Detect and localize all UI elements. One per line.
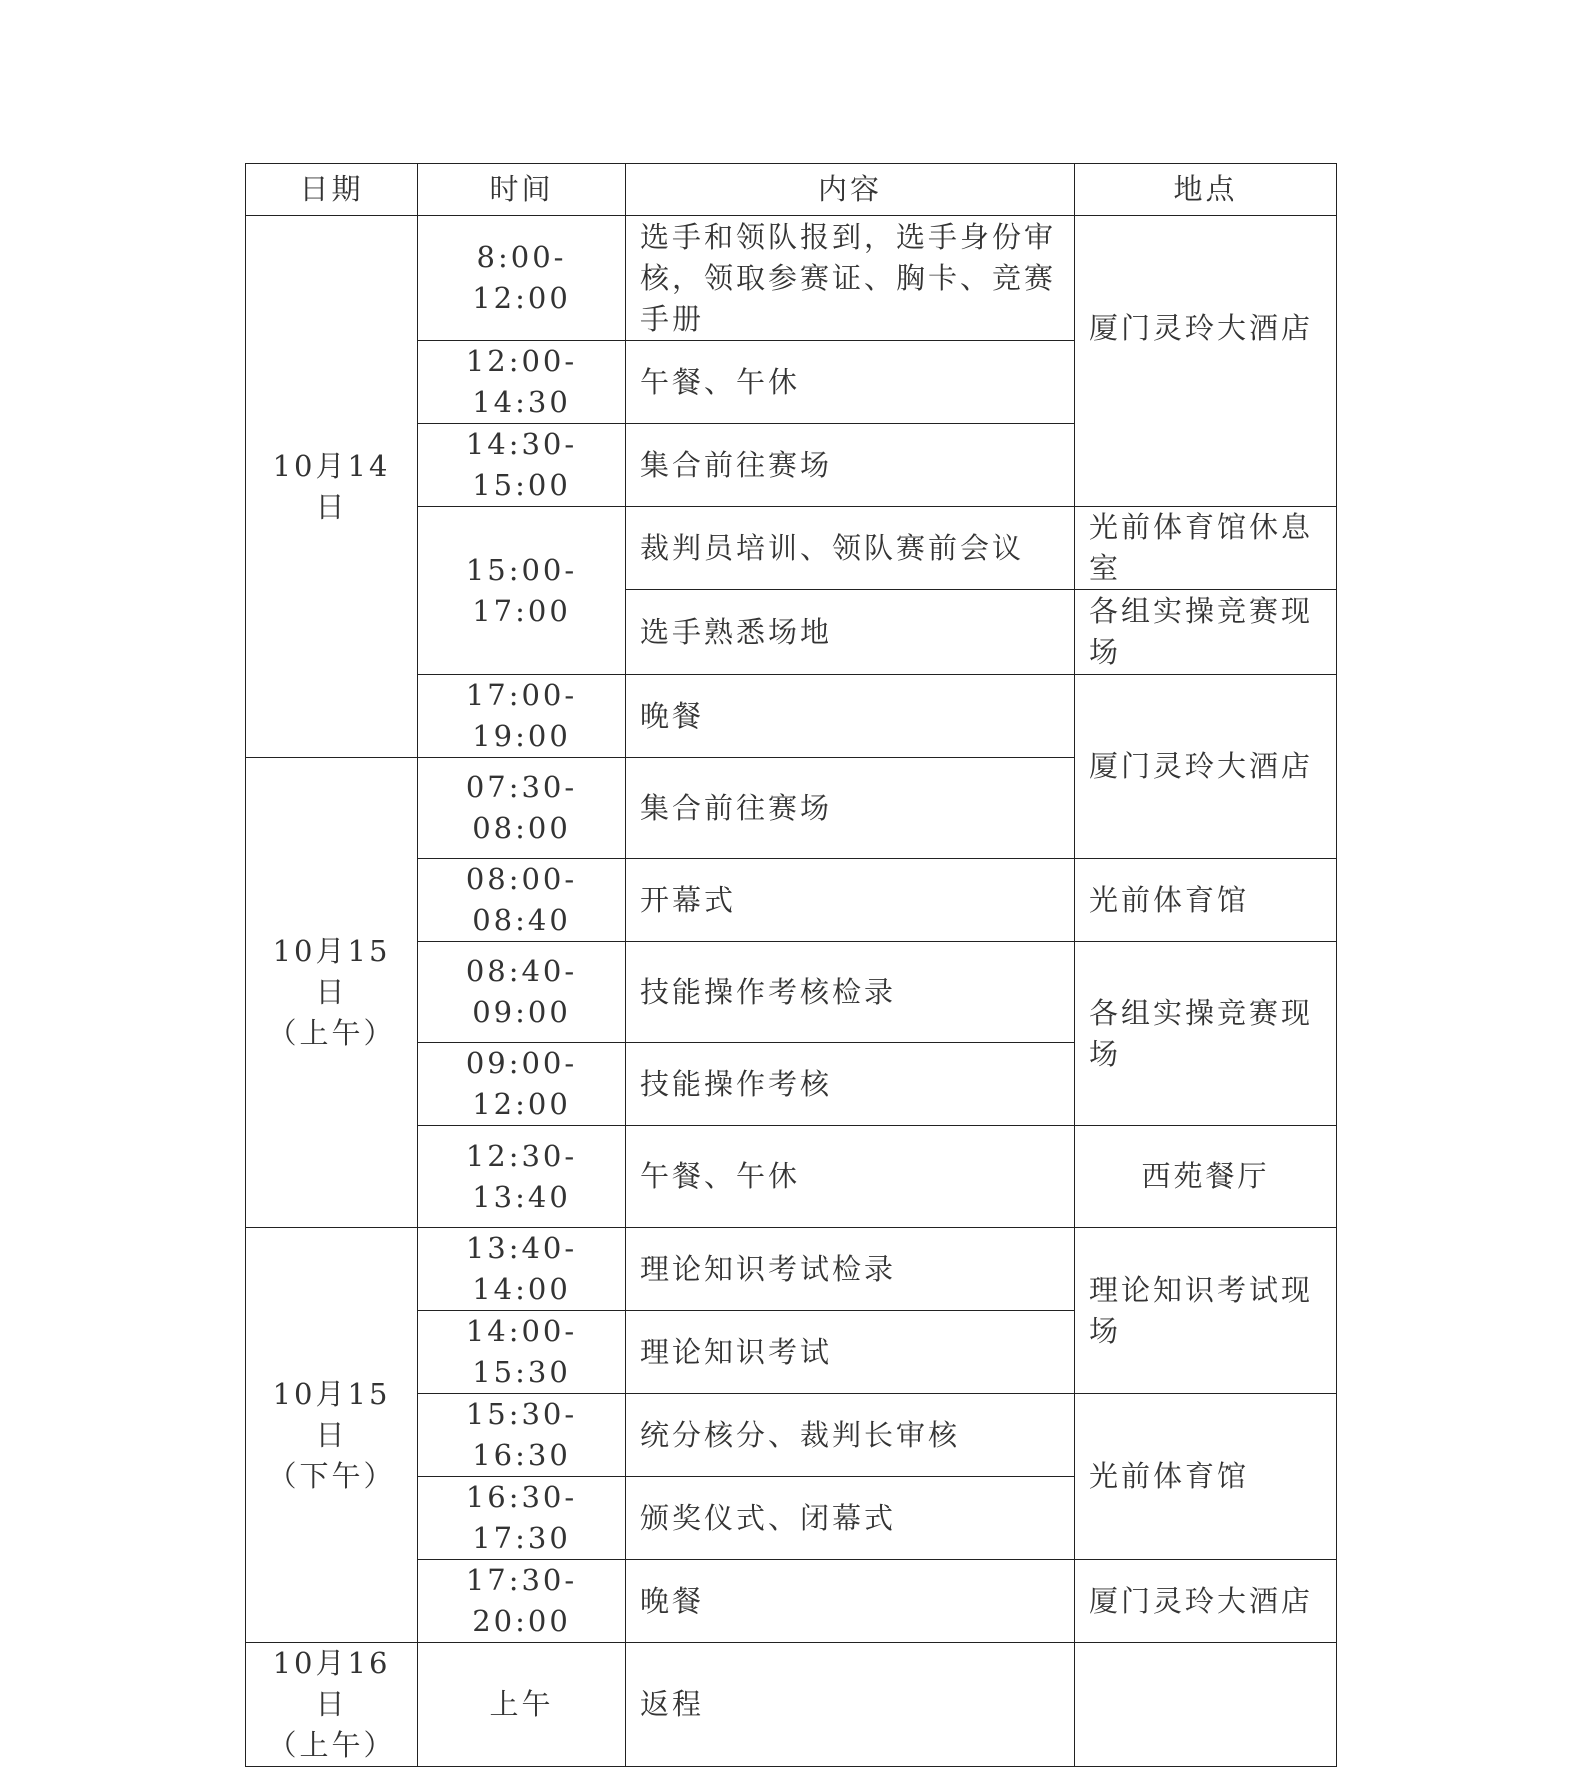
time-cell: 17:00-19:00 <box>418 675 626 758</box>
place-cell: 厦门灵玲大酒店 <box>1075 1560 1337 1643</box>
header-content: 内容 <box>626 164 1075 216</box>
content-cell: 理论知识考试检录 <box>626 1228 1075 1311</box>
time-cell: 14:00-15:30 <box>418 1311 626 1394</box>
place-cell: 各组实操竞赛现场 <box>1075 590 1337 675</box>
schedule-table <box>245 163 1337 1767</box>
time-cell: 14:30-15:00 <box>418 424 626 507</box>
time-cell: 13:40-14:00 <box>418 1228 626 1311</box>
content-cell: 选手熟悉场地 <box>626 590 1075 675</box>
place-cell: 厦门灵玲大酒店 <box>1075 675 1337 859</box>
table-row <box>246 1228 1337 1311</box>
content-cell: 裁判员培训、领队赛前会议 <box>626 507 1075 590</box>
content-cell: 集合前往赛场 <box>626 758 1075 859</box>
content-cell: 理论知识考试 <box>626 1311 1075 1394</box>
time-cell: 08:00-08:40 <box>418 859 626 942</box>
date-period-label: （上午） <box>267 1016 396 1050</box>
time-cell: 16:30-17:30 <box>418 1477 626 1560</box>
header-row <box>246 164 1337 216</box>
content-cell: 午餐、午休 <box>626 1126 1075 1228</box>
place-cell <box>1075 1643 1337 1767</box>
date-cell <box>246 1228 418 1643</box>
place-cell: 光前体育馆 <box>1075 1394 1337 1560</box>
date-period-label: （上午） <box>267 1728 396 1762</box>
time-cell: 09:00-12:00 <box>418 1043 626 1126</box>
date-label: 10月16日 <box>272 1646 391 1721</box>
place-cell: 厦门灵玲大酒店 <box>1075 216 1337 507</box>
place-cell: 光前体育馆 <box>1075 859 1337 942</box>
time-cell: 8:00-12:00 <box>418 216 626 341</box>
time-cell: 08:40-09:00 <box>418 942 626 1043</box>
table-row <box>246 216 1337 341</box>
time-cell: 15:30-16:30 <box>418 1394 626 1477</box>
content-cell: 集合前往赛场 <box>626 424 1075 507</box>
content-cell: 返程 <box>626 1643 1075 1767</box>
time-cell: 12:00-14:30 <box>418 341 626 424</box>
place-cell: 理论知识考试现场 <box>1075 1228 1337 1394</box>
content-cell: 技能操作考核检录 <box>626 942 1075 1043</box>
header-date: 日期 <box>246 164 418 216</box>
content-cell: 晚餐 <box>626 1560 1075 1643</box>
place-cell: 各组实操竞赛现场 <box>1075 942 1337 1126</box>
date-cell <box>246 1643 418 1767</box>
time-cell: 上午 <box>418 1643 626 1767</box>
content-cell: 技能操作考核 <box>626 1043 1075 1126</box>
date-period-label: （下午） <box>267 1458 396 1493</box>
content-cell: 统分核分、裁判长审核 <box>626 1394 1075 1477</box>
content-cell: 开幕式 <box>626 859 1075 942</box>
date-cell <box>246 216 418 758</box>
time-cell: 07:30-08:00 <box>418 758 626 859</box>
table-row <box>246 1643 1337 1767</box>
time-cell: 12:30-13:40 <box>418 1126 626 1228</box>
header-time: 时间 <box>418 164 626 216</box>
content-cell: 午餐、午休 <box>626 341 1075 424</box>
time-cell: 17:30-20:00 <box>418 1560 626 1643</box>
date-cell <box>246 758 418 1228</box>
content-cell: 颁奖仪式、闭幕式 <box>626 1477 1075 1560</box>
date-label: 10月15日 <box>272 1376 391 1452</box>
content-cell: 晚餐 <box>626 675 1075 758</box>
date-label: 10月15日 <box>272 934 391 1009</box>
header-place: 地点 <box>1075 164 1337 216</box>
place-cell: 光前体育馆休息室 <box>1075 507 1337 590</box>
place-cell: 西苑餐厅 <box>1075 1126 1337 1228</box>
time-cell: 15:00-17:00 <box>418 507 626 675</box>
content-cell: 选手和领队报到，选手身份审核，领取参赛证、胸卡、竞赛手册 <box>626 216 1075 341</box>
date-label: 10月14日 <box>272 448 391 524</box>
